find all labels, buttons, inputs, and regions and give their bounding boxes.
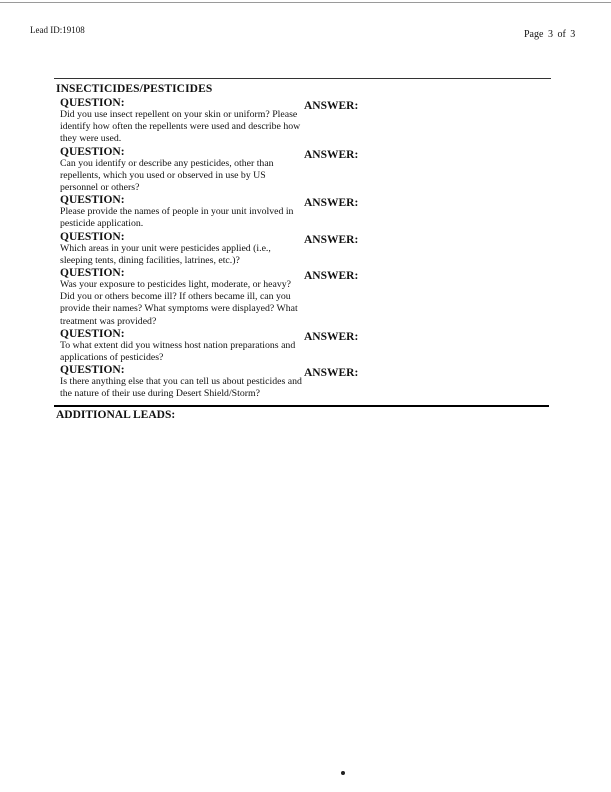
question-label: QUESTION: [60, 97, 125, 109]
scan-top-edge-line [0, 2, 611, 3]
page-number: Page 3 of 3 [524, 29, 576, 40]
qa-item [60, 97, 540, 146]
question-text: Which areas in your unit were pesticides applied (i.e., sleeping tents, dining facilities, latrines, etc.)? [60, 242, 271, 266]
question-label: QUESTION: [60, 145, 125, 158]
section-title: INSECTICIDES/PESTICIDES [56, 83, 213, 95]
question-label: QUESTION: [60, 267, 125, 280]
question-list [60, 97, 540, 401]
answer-label: ANSWER: [304, 197, 359, 210]
qa-item [60, 364, 540, 400]
question-label: QUESTION: [60, 194, 125, 207]
qa-item [60, 146, 540, 195]
answer-label: ANSWER: [304, 270, 359, 283]
question-text: Please provide the names of people in your unit involved in pesticide application. [60, 206, 294, 230]
answer-label: ANSWER: [304, 148, 359, 161]
question-label: QUESTION: [60, 230, 125, 243]
question-text: Can you identify or describe any pesticides, other than repellents, which you used or observed in use by US personnel or others? [60, 157, 274, 194]
question-text: To what extent did you witness host nation preparations and applications of pesticides? [60, 339, 296, 364]
answer-label: ANSWER: [304, 100, 359, 112]
answer-label: ANSWER: [304, 367, 359, 380]
qa-item [60, 328, 540, 364]
question-label: QUESTION: [60, 364, 125, 377]
answer-label: ANSWER: [304, 233, 359, 246]
lead-id: Lead ID:19108 [30, 25, 85, 35]
qa-item [60, 267, 540, 328]
section-divider-bottom [54, 405, 549, 407]
question-text: Was your exposure to pesticides light, moderate, or heavy? Did you or others become ill? If others became ill, can you provide their names? What symptoms were displayed? What treatment was provided? [60, 279, 298, 327]
question-label: QUESTION: [60, 327, 125, 340]
question-text: Did you use insect repellent on your skin or uniform? Please identify how often the repellents were used and describe how they were used. [60, 109, 301, 145]
answer-label: ANSWER: [304, 330, 359, 343]
section-divider-top [54, 78, 551, 79]
scan-speck [341, 771, 345, 775]
additional-leads-heading: ADDITIONAL LEADS: [56, 409, 176, 421]
qa-item [60, 231, 540, 267]
question-text: Is there anything else that you can tell us about pesticides and the nature of their use during Desert Shield/Storm? [60, 376, 302, 400]
qa-item [60, 194, 540, 230]
